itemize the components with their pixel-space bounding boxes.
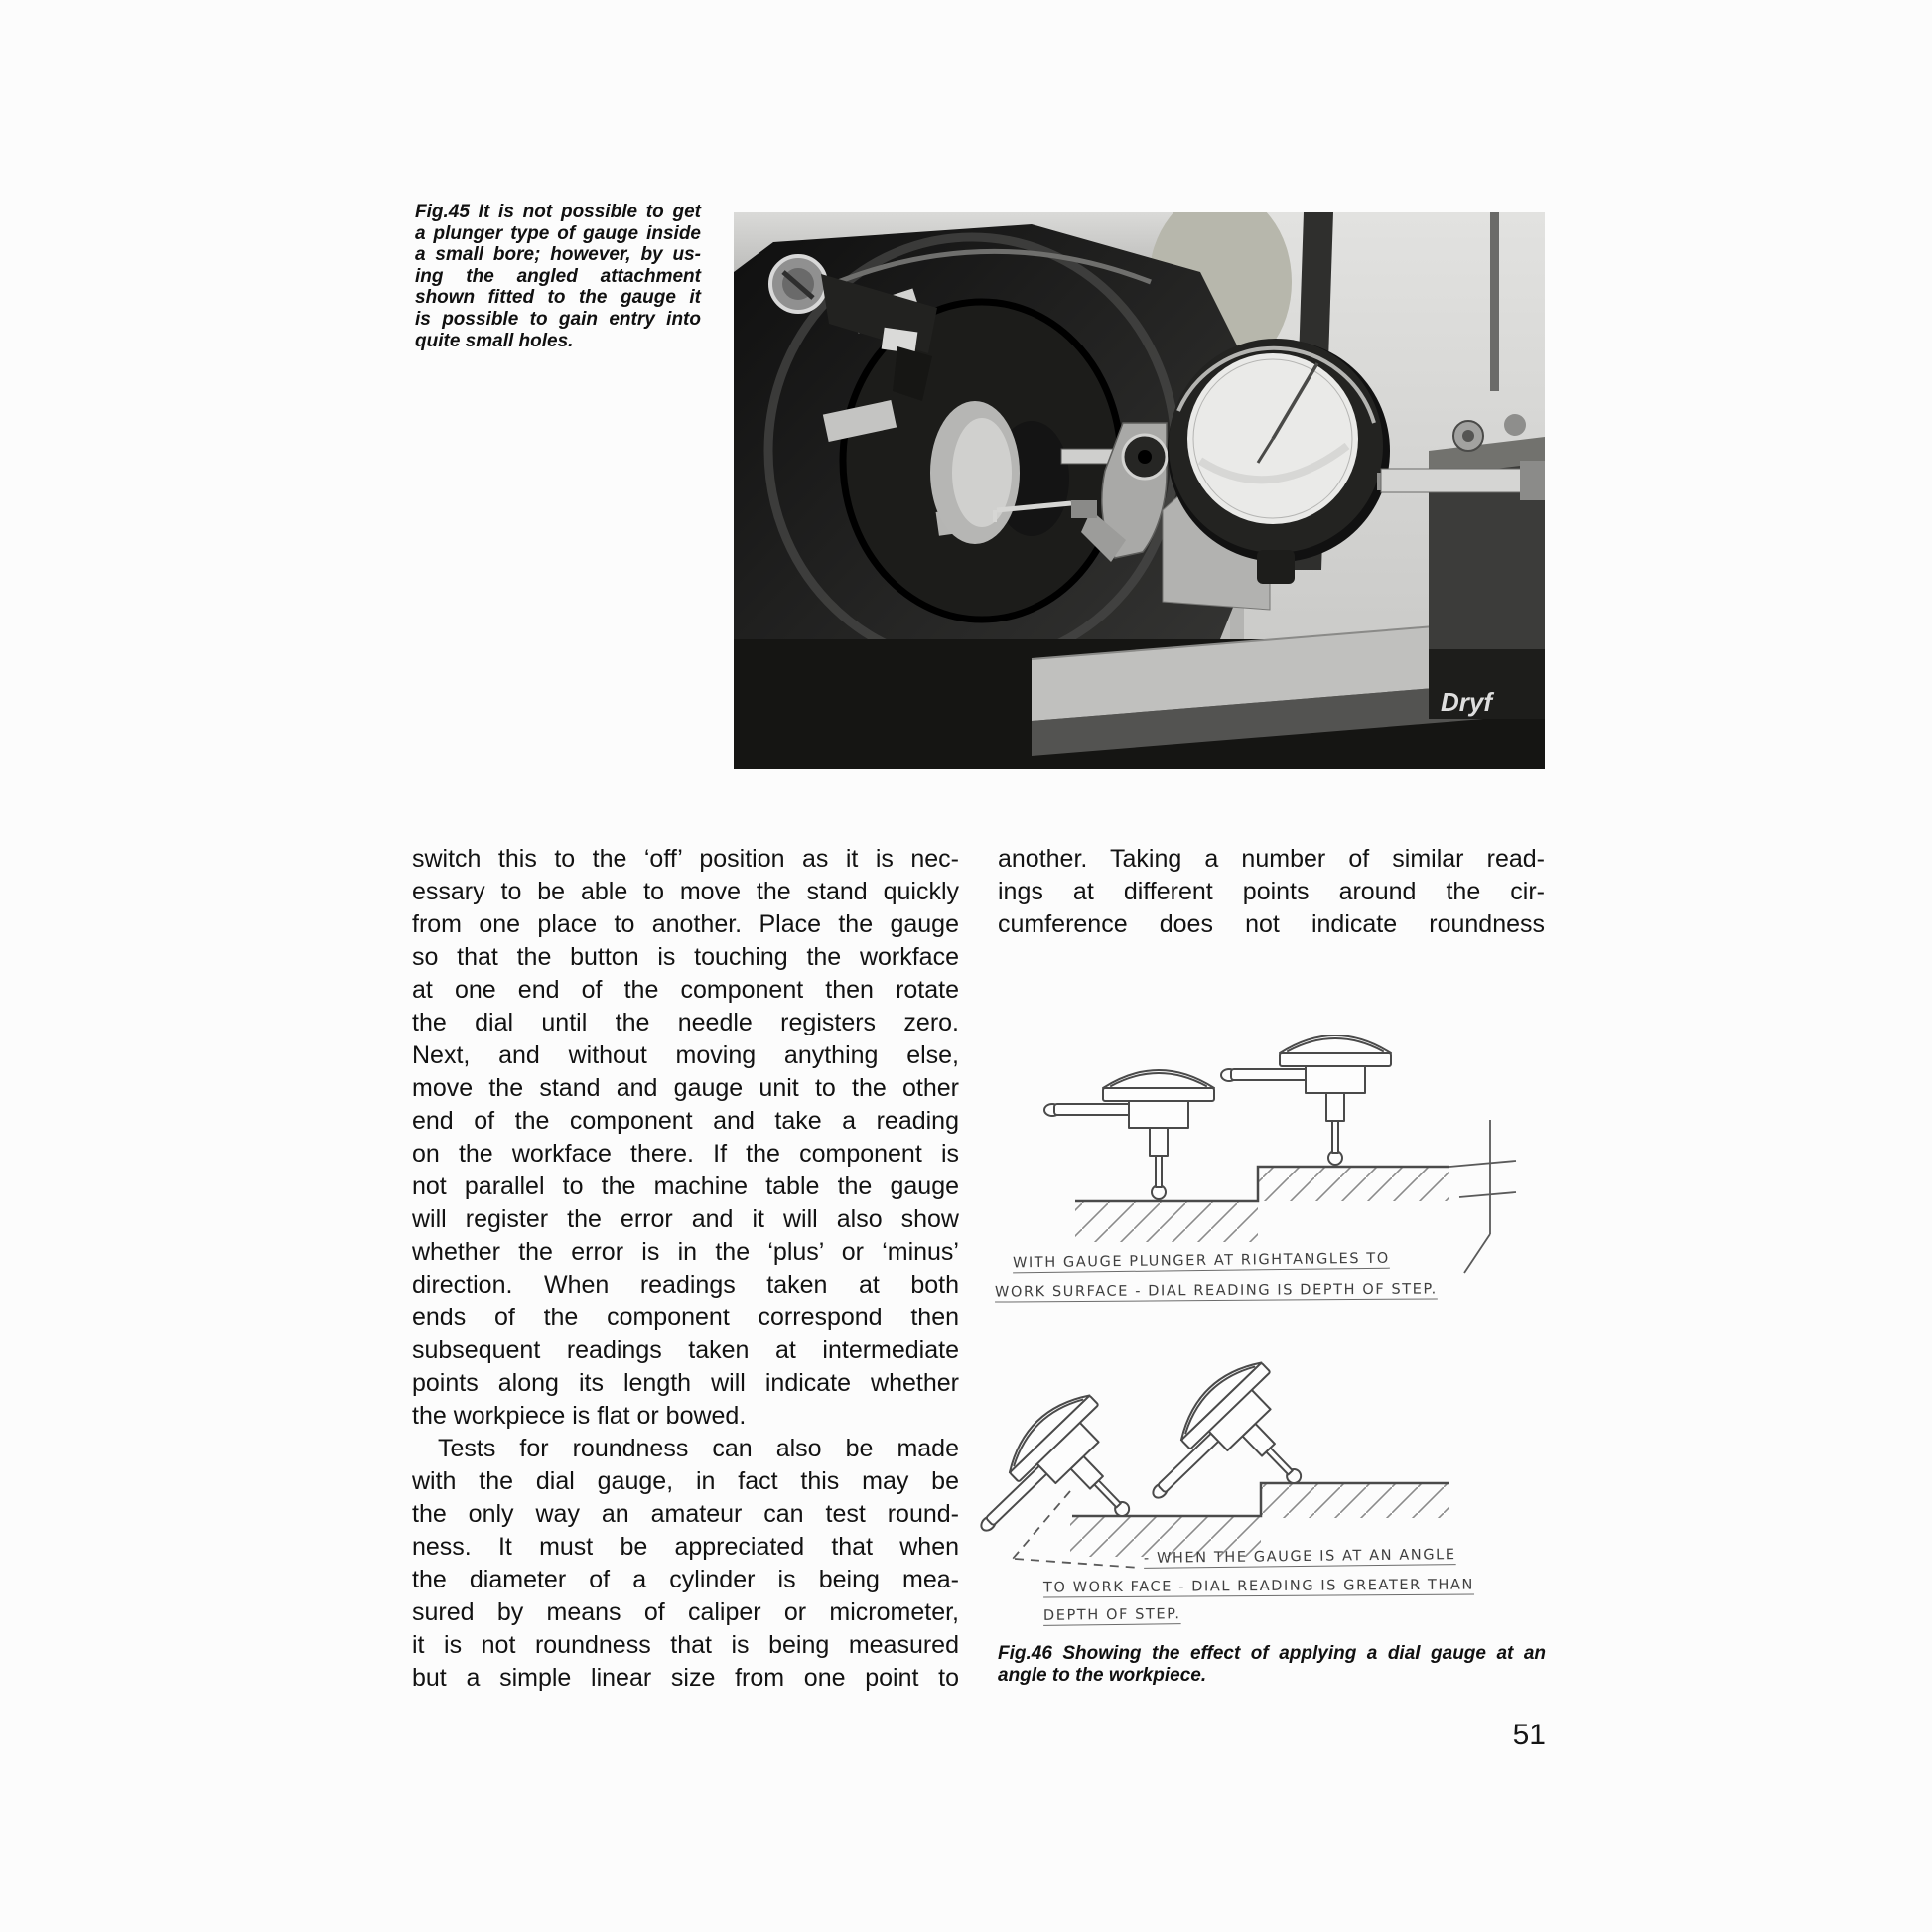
- fig46-bottom-label-line2: TO WORK FACE - DIAL READING IS GREATER THAN: [1042, 1577, 1475, 1596]
- text-line: move the stand and gauge unit to the other: [412, 1074, 959, 1102]
- text-line: another. Taking a number of similar read-: [998, 845, 1545, 873]
- step-dimension-lines: [1449, 1120, 1516, 1273]
- text-line: subsequent readings taken at intermediate: [412, 1336, 959, 1364]
- text-line: whether the error is in the ‘plus’ or ‘minus’: [412, 1238, 959, 1266]
- text-line: switch this to the ‘off’ position as it is nec-: [412, 845, 959, 873]
- text-line: shown fitted to the gauge it: [415, 287, 701, 309]
- upright-gauge-left: [1044, 1070, 1214, 1199]
- text-line: on the workface there. If the component is: [412, 1140, 959, 1168]
- text-line: the only way an amateur can test round-: [412, 1500, 959, 1528]
- text-line: angle to the workpiece.: [998, 1665, 1207, 1686]
- text-line: is possible to gain entry into: [415, 308, 701, 330]
- text-line: ness. It must be appreciated that when: [412, 1533, 959, 1561]
- lathe-dial-gauge-photo: [734, 212, 1545, 769]
- text-line: Next, and without moving anything else,: [412, 1041, 959, 1069]
- text-line: the workpiece is flat or bowed.: [412, 1402, 747, 1430]
- tilted-gauge-left: [955, 1383, 1167, 1593]
- text-line: Fig.46 Showing the effect of applying a dial gauge at an: [998, 1643, 1546, 1664]
- text-line: Fig.45 It is not possible to get: [415, 202, 701, 222]
- text-line: at one end of the component then rotate: [412, 976, 959, 1004]
- fig46-caption: [998, 1643, 1546, 1687]
- text-line: it is not roundness that is being measured: [412, 1631, 959, 1659]
- text-line: a plunger type of gauge inside: [415, 222, 701, 244]
- text-line: quite small holes.: [415, 330, 574, 351]
- text-line: will register the error and it will also show: [412, 1205, 959, 1233]
- photo-mounting-rod: [1381, 469, 1530, 492]
- fig46-bottom-label-line1: - WHEN THE GAUGE IS AT AN ANGLE: [1143, 1547, 1456, 1567]
- page-number: 51: [1512, 1719, 1546, 1751]
- text-line: end of the component and take a reading: [412, 1107, 959, 1135]
- text-line: direction. When readings taken at both: [412, 1271, 959, 1299]
- text-line: not parallel to the machine table the gauge: [412, 1173, 959, 1200]
- text-line: but a simple linear size from one point to: [412, 1664, 959, 1692]
- text-line: a small bore; however, by us-: [415, 244, 701, 266]
- fig45-caption: [415, 202, 701, 351]
- text-line: ings at different points around the cir-: [998, 878, 1545, 905]
- text-line: cumference does not indicate roundness: [998, 910, 1545, 938]
- text-line: essary to be able to move the stand quickly: [412, 878, 959, 905]
- photo-brand-text: Dryf: [1441, 687, 1493, 717]
- text-line: Tests for roundness can also be made: [438, 1435, 959, 1462]
- body-column-right: [998, 843, 1545, 941]
- fig46-bottom-label-line3: DEPTH OF STEP.: [1042, 1606, 1181, 1624]
- fig46-top-label-line2: WORK SURFACE - DIAL READING IS DEPTH OF STEP.: [994, 1281, 1438, 1301]
- text-line: ends of the component correspond then: [412, 1304, 959, 1331]
- text-line: ing the angled attachment: [415, 265, 701, 287]
- text-line: sured by means of caliper or micrometer,: [412, 1598, 959, 1626]
- text-line: the dial until the needle registers zero.: [412, 1009, 959, 1036]
- fig45-photo: [734, 212, 1545, 769]
- text-line: so that the button is touching the workface: [412, 943, 959, 971]
- text-line: the diameter of a cylinder is being mea-: [412, 1566, 959, 1593]
- fig46-top-label-line1: WITH GAUGE PLUNGER AT RIGHTANGLES TO: [1012, 1250, 1390, 1272]
- text-line: from one place to another. Place the gauge: [412, 910, 959, 938]
- upright-gauge-right: [1221, 1035, 1391, 1165]
- text-line: with the dial gauge, in fact this may be: [412, 1467, 959, 1495]
- text-line: points along its length will indicate whether: [412, 1369, 959, 1397]
